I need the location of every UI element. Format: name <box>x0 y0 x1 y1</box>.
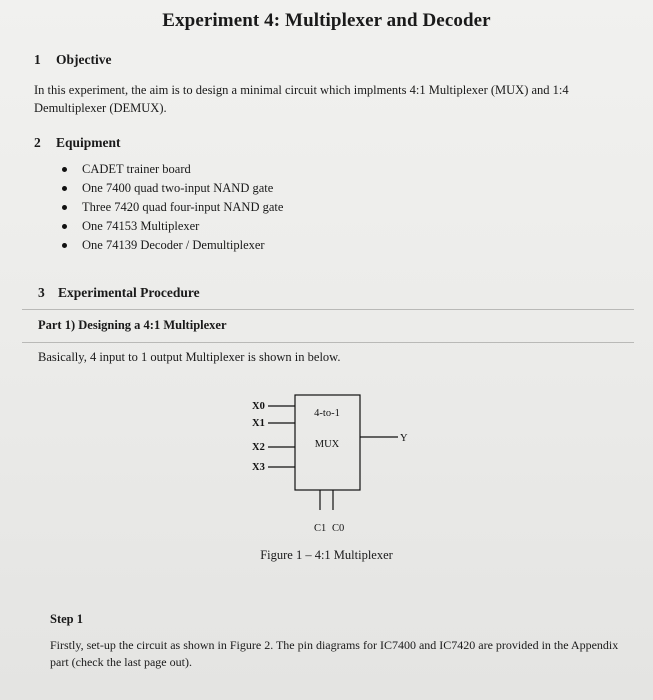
figure-caption: Figure 1 – 4:1 Multiplexer <box>260 548 393 562</box>
objective-heading-text: Objective <box>56 52 112 67</box>
section-divider <box>22 309 634 310</box>
bullet-icon <box>62 205 67 210</box>
procedure-heading-text: Experimental Procedure <box>58 285 200 300</box>
section-divider <box>22 342 634 343</box>
equipment-section-number: 2 <box>34 135 41 150</box>
objective-text: In this experiment, the aim is to design a minimal circuit which implments 4:1 Multiplexer (MUX) and 1:4 Demultiplexer (DEMUX). <box>34 83 569 115</box>
input-label-x3: X3 <box>252 462 265 473</box>
input-label-x1: X1 <box>252 418 265 429</box>
part1-heading: Part 1) Designing a 4:1 Multiplexer <box>38 318 227 332</box>
mux-block-label-bottom: MUX <box>314 439 340 450</box>
list-item: One 7400 quad two-input NAND gate <box>62 179 283 198</box>
list-item: Three 7420 quad four-input NAND gate <box>62 198 283 217</box>
list-item: One 74153 Multiplexer <box>62 217 283 236</box>
part1-intro: Basically, 4 input to 1 output Multiplexer is shown in below. <box>38 350 341 364</box>
list-item: One 74139 Decoder / Demultiplexer <box>62 236 283 255</box>
select-label-c1: C1 <box>314 523 327 534</box>
objective-section-number: 1 <box>34 52 41 67</box>
objective-heading <box>34 52 111 68</box>
output-label-y: Y <box>400 433 408 444</box>
mux-diagram <box>240 385 420 545</box>
input-label-x2: X2 <box>252 442 265 453</box>
bullet-icon <box>62 224 67 229</box>
select-label-c0: C0 <box>332 523 345 534</box>
page-title: Experiment 4: Multiplexer and Decoder <box>162 10 491 31</box>
mux-block-label-top: 4-to-1 <box>314 408 340 419</box>
bullet-icon <box>62 186 67 191</box>
bullet-icon <box>62 243 67 248</box>
input-label-x0: X0 <box>252 401 265 412</box>
bullet-icon <box>62 167 67 172</box>
equipment-list <box>62 160 283 255</box>
procedure-section-number: 3 <box>38 285 45 300</box>
step1-text: Firstly, set-up the circuit as shown in Figure 2. The pin diagrams for IC7400 and IC7420 are provided in the Appendix part (check the last page out). <box>50 638 619 669</box>
list-item: CADET trainer board <box>62 160 283 179</box>
mux-diagram-svg <box>240 385 420 545</box>
step1-heading: Step 1 <box>50 612 83 626</box>
equipment-heading-text: Equipment <box>56 135 121 150</box>
procedure-heading <box>38 285 200 301</box>
equipment-heading <box>34 135 121 151</box>
